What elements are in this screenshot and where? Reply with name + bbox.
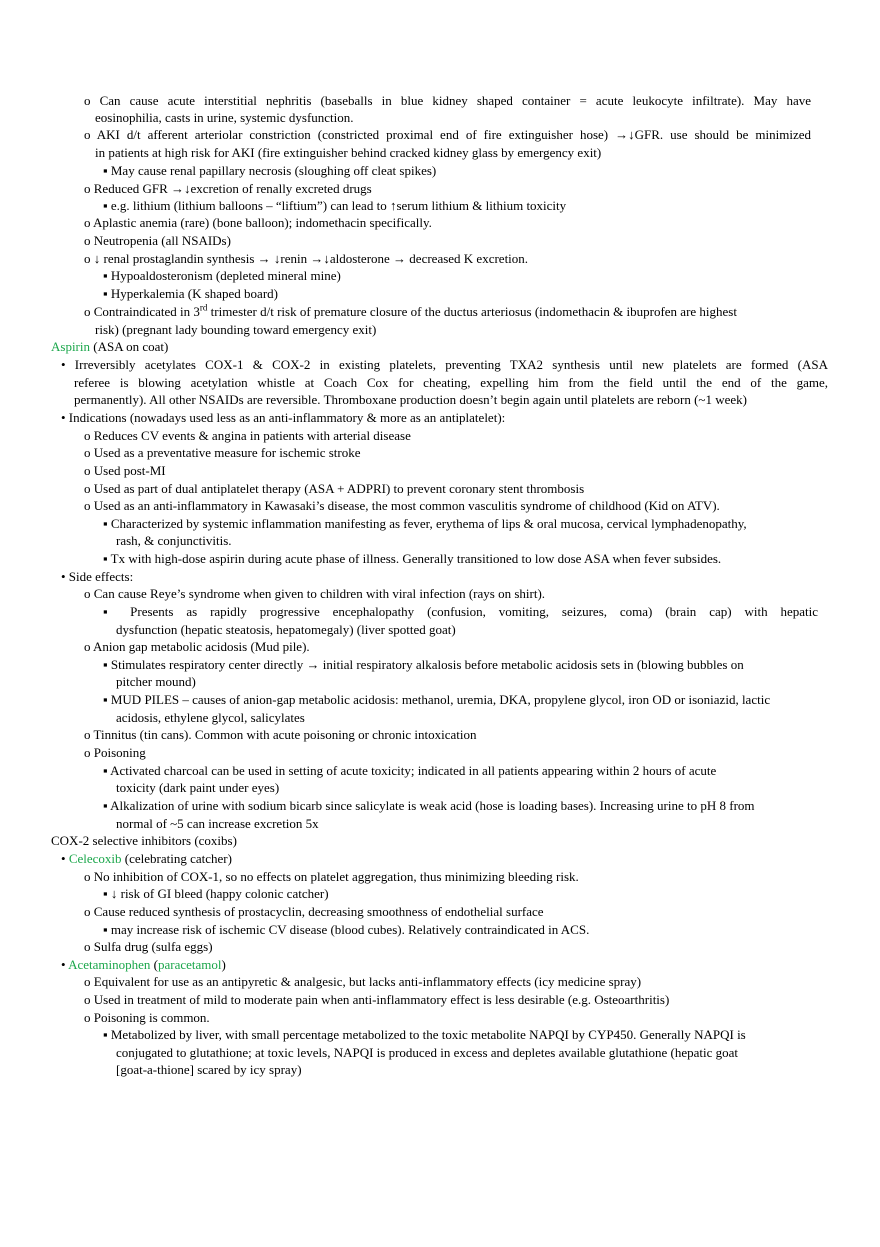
text-line: • Indications (nowadays used less as an anti-inflammatory & more as an antiplatelet): [61,410,506,425]
text-line: permanently). All other NSAIDs are reversible. Thromboxane production doesn’t begin again until platelets are reborn (~1 week) [74,392,747,407]
text-line: o Can cause acute interstitial nephritis (baseballs in blue kidney shaped container = acute leukocyte infiltrate). May have [84,93,811,108]
text-run: ( [150,957,158,972]
text-line: o No inhibition of COX-1, so no effects on platelet aggregation, thus minimizing bleeding risk. [84,869,579,884]
text-line: pitcher mound) [116,674,196,689]
text-line: risk) (pregnant lady bounding toward emergency exit) [95,322,377,337]
text-line: o Used in treatment of mild to moderate pain when anti-inflammatory effect is less desirable (e.g. Osteoarthritis) [84,992,670,1007]
text-line: o ↓ renal prostaglandin synthesis → ↓renin →↓aldosterone → decreased K excretion. [84,251,529,266]
text-line: o Can cause Reye’s syndrome when given to children with viral infection (rays on shirt). [84,586,546,601]
text-line: in patients at high risk for AKI (fire extinguisher behind cracked kidney glass by emergency exit) [95,145,602,160]
text-line: ▪ Hypoaldosteronism (depleted mineral mine) [103,268,341,283]
drug-name-aspirin: Aspirin [51,339,90,354]
text-line: [goat-a-thione] scared by icy spray) [116,1062,302,1077]
text-line: o Neutropenia (all NSAIDs) [84,233,231,248]
drug-name-celecoxib: Celecoxib [68,851,122,866]
text-line: referee is blowing acetylation whistle at Coach Cox for cheating, expelling him from the field until the end of the game, [74,375,828,390]
text-line: o Aplastic anemia (rare) (bone balloon); indomethacin specifically. [84,215,432,230]
text-line: o Reduced GFR →↓excretion of renally excreted drugs [84,181,372,196]
text-line: ▪ Characterized by systemic inflammation manifesting as fever, erythema of lips & oral mucosa, cervical lymphadenopathy, [103,516,747,531]
text-line: ▪ Metabolized by liver, with small percentage metabolized to the toxic metabolite NAPQI by CYP450. Generally NAPQI is [103,1027,746,1042]
text-line: ▪ MUD PILES – causes of anion-gap metabolic acidosis: methanol, uremia, DKA, propylene glycol, iron OD or isoniazid, lactic [103,692,771,707]
text-line: o Sulfa drug (sulfa eggs) [84,939,213,954]
text-line: dysfunction (hepatic steatosis, hepatomegaly) (liver spotted goat) [116,622,456,637]
text-line: o Tinnitus (tin cans). Common with acute poisoning or chronic intoxication [84,727,477,742]
section-heading-aspirin [51,338,168,355]
text-line [61,850,232,867]
text-line: o Anion gap metabolic acidosis (Mud pile). [84,639,310,654]
text-line: • Side effects: [61,569,134,584]
text-line: rash, & conjunctivitis. [116,533,232,548]
text-line: o Used as a preventative measure for ischemic stroke [84,445,361,460]
text-line: normal of ~5 can increase excretion 5x [116,816,319,831]
text-line: ▪ Alkalization of urine with sodium bicarb since salicylate is weak acid (hose is loading bases). Increasing urine to pH 8 from [103,798,755,813]
text-line: • Irreversibly acetylates COX-1 & COX-2 in existing platelets, preventing TXA2 synthesis until new platelets are formed (ASA [61,357,828,372]
text-line: toxicity (dark paint under eyes) [116,780,280,795]
text-line: ▪ Activated charcoal can be used in setting of acute toxicity; indicated in all patients appearing within 2 hours of acute [103,763,717,778]
text-line: ▪ Presents as rapidly progressive encephalopathy (confusion, vomiting, seizures, coma) (brain cap) with hepatic [103,604,818,619]
text-line: o Equivalent for use as an antipyretic & analgesic, but lacks anti-inflammatory effects (icy medicine spray) [84,974,642,989]
text-line: eosinophilia, casts in urine, systemic dysfunction. [95,110,354,125]
text-line: ▪ e.g. lithium (lithium balloons – “liftium”) can lead to ↑serum lithium & lithium toxicity [103,198,567,213]
text-line: ▪ May cause renal papillary necrosis (sloughing off cleat spikes) [103,163,437,178]
text-line: o AKI d/t afferent arteriolar constriction (constricted proximal end of fire extinguisher hose) →↓GFR. use should be minimized [84,127,811,142]
bullet: • [61,957,69,972]
text-line: o Poisoning is common. [84,1010,210,1025]
text-line: ▪ may increase risk of ischemic CV disease (blood cubes). Relatively contraindicated in ACS. [103,922,590,937]
text-line: o Cause reduced synthesis of prostacyclin, decreasing smoothness of endothelial surface [84,904,544,919]
text-line: conjugated to glutathione; at toxic levels, NAPQI is produced in excess and depletes available glutathione (hepatic goat [116,1045,739,1060]
section-heading-coxibs: COX-2 selective inhibitors (coxibs) [51,833,237,848]
text-run: o Contraindicated in 3 [84,304,200,319]
text-line: o Used as part of dual antiplatelet therapy (ASA + ADPRI) to prevent coronary stent thrombosis [84,481,585,496]
text-run: ) [221,957,226,972]
text-line: o Used as an anti-inflammatory in Kawasaki’s disease, the most common vasculitis syndrome of childhood (Kid on ATV). [84,498,720,513]
text-run: (celebrating catcher) [121,851,232,866]
text-line: ▪ ↓ risk of GI bleed (happy colonic catcher) [103,886,329,901]
drug-name-paracetamol: paracetamol [158,957,222,972]
drug-name-acetaminophen: Acetaminophen [68,957,151,972]
text-line: o Poisoning [84,745,146,760]
text-line [61,956,226,973]
text-run: trimester d/t risk of premature closure of the ductus arteriosus (indomethacin & ibuprofen are highest [207,304,737,319]
text-line: o Reduces CV events & angina in patients with arterial disease [84,428,411,443]
superscript: rd [199,302,208,313]
text-line [84,303,737,320]
text-line: ▪ Stimulates respiratory center directly → initial respiratory alkalosis before metabolic acidosis sets in (blowing bubbles on [103,657,744,672]
text-run: (ASA on coat) [90,339,169,354]
text-line: acidosis, ethylene glycol, salicylates [116,710,305,725]
text-line: ▪ Hyperkalemia (K shaped board) [103,286,278,301]
text-line: ▪ Tx with high-dose aspirin during acute phase of illness. Generally transitioned to low dose ASA when fever subsides. [103,551,722,566]
text-line: o Used post-MI [84,463,166,478]
bullet: • [61,851,69,866]
